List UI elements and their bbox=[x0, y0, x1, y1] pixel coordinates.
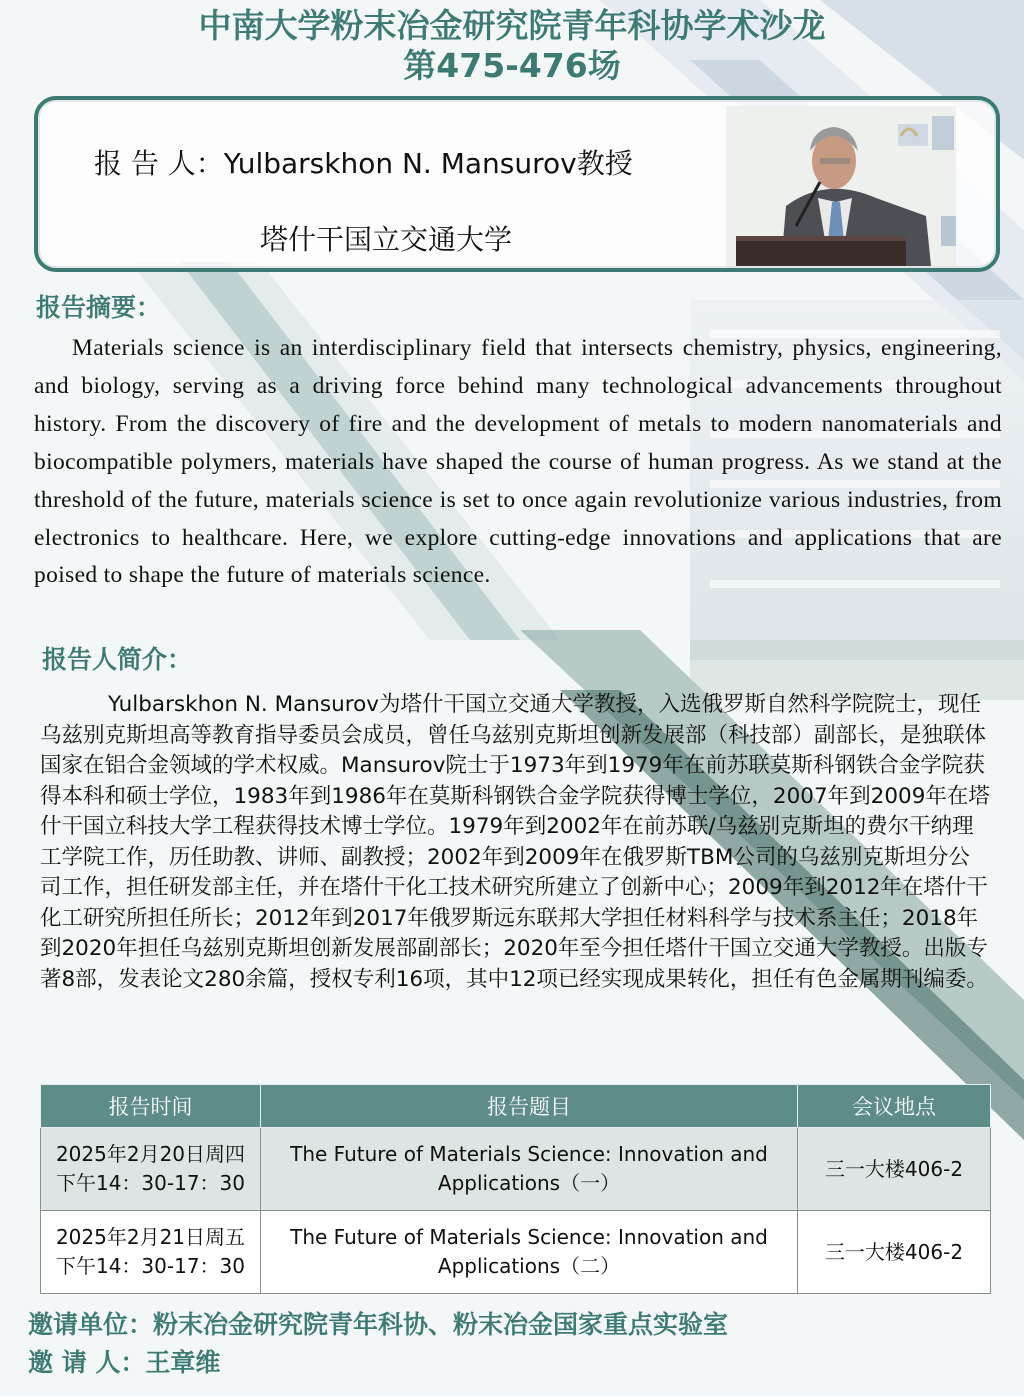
session-number: 第475-476场 bbox=[403, 46, 621, 85]
schedule-header-row bbox=[41, 1085, 991, 1128]
speaker-affiliation: 塔什干国立交通大学 bbox=[260, 223, 513, 256]
speaker-photo-illustration bbox=[726, 106, 956, 266]
abstract-heading: 报告摘要： bbox=[36, 293, 162, 322]
header-title: 报告题目 bbox=[261, 1085, 798, 1128]
abstract-text: Materials science is an interdisciplinary field that intersects chemistry, physics, engineering, and biology, serving as a driving force behind many technological advancements throughout history. From the discovery of fire and the development of metals to modern nanomaterials and biocompatible polymers, materials have shaped the course of human progress. As we stand at the threshold of the future, materials science is set to once again revolutionize various industries, from electronics to healthcare. Here, we explore cutting-edge innovations and applications that are poised to shape the future of materials science. bbox=[34, 335, 1002, 589]
speaker-panel bbox=[34, 96, 1000, 272]
row-location: 三一大楼406-2 bbox=[798, 1211, 991, 1294]
row-date: 2025年2月21日周五 bbox=[55, 1225, 246, 1249]
row-time-cell bbox=[41, 1211, 261, 1294]
row-location: 三一大楼406-2 bbox=[798, 1128, 991, 1211]
header-time: 报告时间 bbox=[41, 1085, 261, 1128]
row-time-cell bbox=[41, 1128, 261, 1211]
row-time: 下午14：30-17：30 bbox=[55, 1254, 245, 1278]
bio-heading: 报告人简介： bbox=[42, 645, 193, 674]
inviter: 邀 请 人：王章维 bbox=[28, 1348, 221, 1377]
speaker-name: 报 告 人：Yulbarskhon N. Mansurov教授 bbox=[94, 147, 633, 180]
row-time: 下午14：30-17：30 bbox=[55, 1171, 245, 1195]
row-title: The Future of Materials Science: Innovation and Applications（二） bbox=[261, 1211, 798, 1294]
bio-text: Yulbarskhon N. Mansurov为塔什干国立交通大学教授，入选俄罗斯自然科学院院士，现任乌兹别克斯坦高等教育指导委员会成员，曾任乌兹别克斯坦创新发展部（科技部）副部长，是独联体国家在铝合金领域的学术权威。Mansurov院士于1973年到1979年在前苏联莫斯科钢铁合金学院获得本科和硕士学位，1983年到1986年在莫斯科钢铁合金学院获得博士学位，2007年到2009年在塔什干国立科技大学工程获得技术博士学位。1979年到2002年在前苏联/乌兹别克斯坦的费尔干纳理工学院工作，历任助教、讲师、副教授；2002年到2009年在俄罗斯TBM公司的乌兹别克斯坦分公司工作，担任研发部主任，并在塔什干化工技术研究所建立了创新中心；2009年到2012年在塔什干化工研究所担任所长；2012年到2017年俄罗斯远东联邦大学担任材料科学与技术系主任；2018年到2020年担任乌兹别克斯坦创新发展部副部长；2020年至今担任塔什干国立交通大学教授。出版专著8部，发表论文280余篇，授权专利16项，其中12项已经实现成果转化，担任有色金属期刊编委。 bbox=[40, 692, 990, 992]
page-title: 中南大学粉末冶金研究院青年科协学术沙龙 bbox=[198, 6, 826, 45]
row-date: 2025年2月20日周四 bbox=[55, 1142, 246, 1166]
inviting-unit: 邀请单位：粉末冶金研究院青年科协、粉末冶金国家重点实验室 bbox=[28, 1310, 729, 1339]
row-title: The Future of Materials Science: Innovation and Applications（一） bbox=[261, 1128, 798, 1211]
speaker-photo bbox=[726, 106, 956, 266]
table-row bbox=[41, 1128, 991, 1211]
header-location: 会议地点 bbox=[798, 1085, 991, 1128]
table-row bbox=[41, 1211, 991, 1294]
schedule-table bbox=[40, 1084, 991, 1294]
